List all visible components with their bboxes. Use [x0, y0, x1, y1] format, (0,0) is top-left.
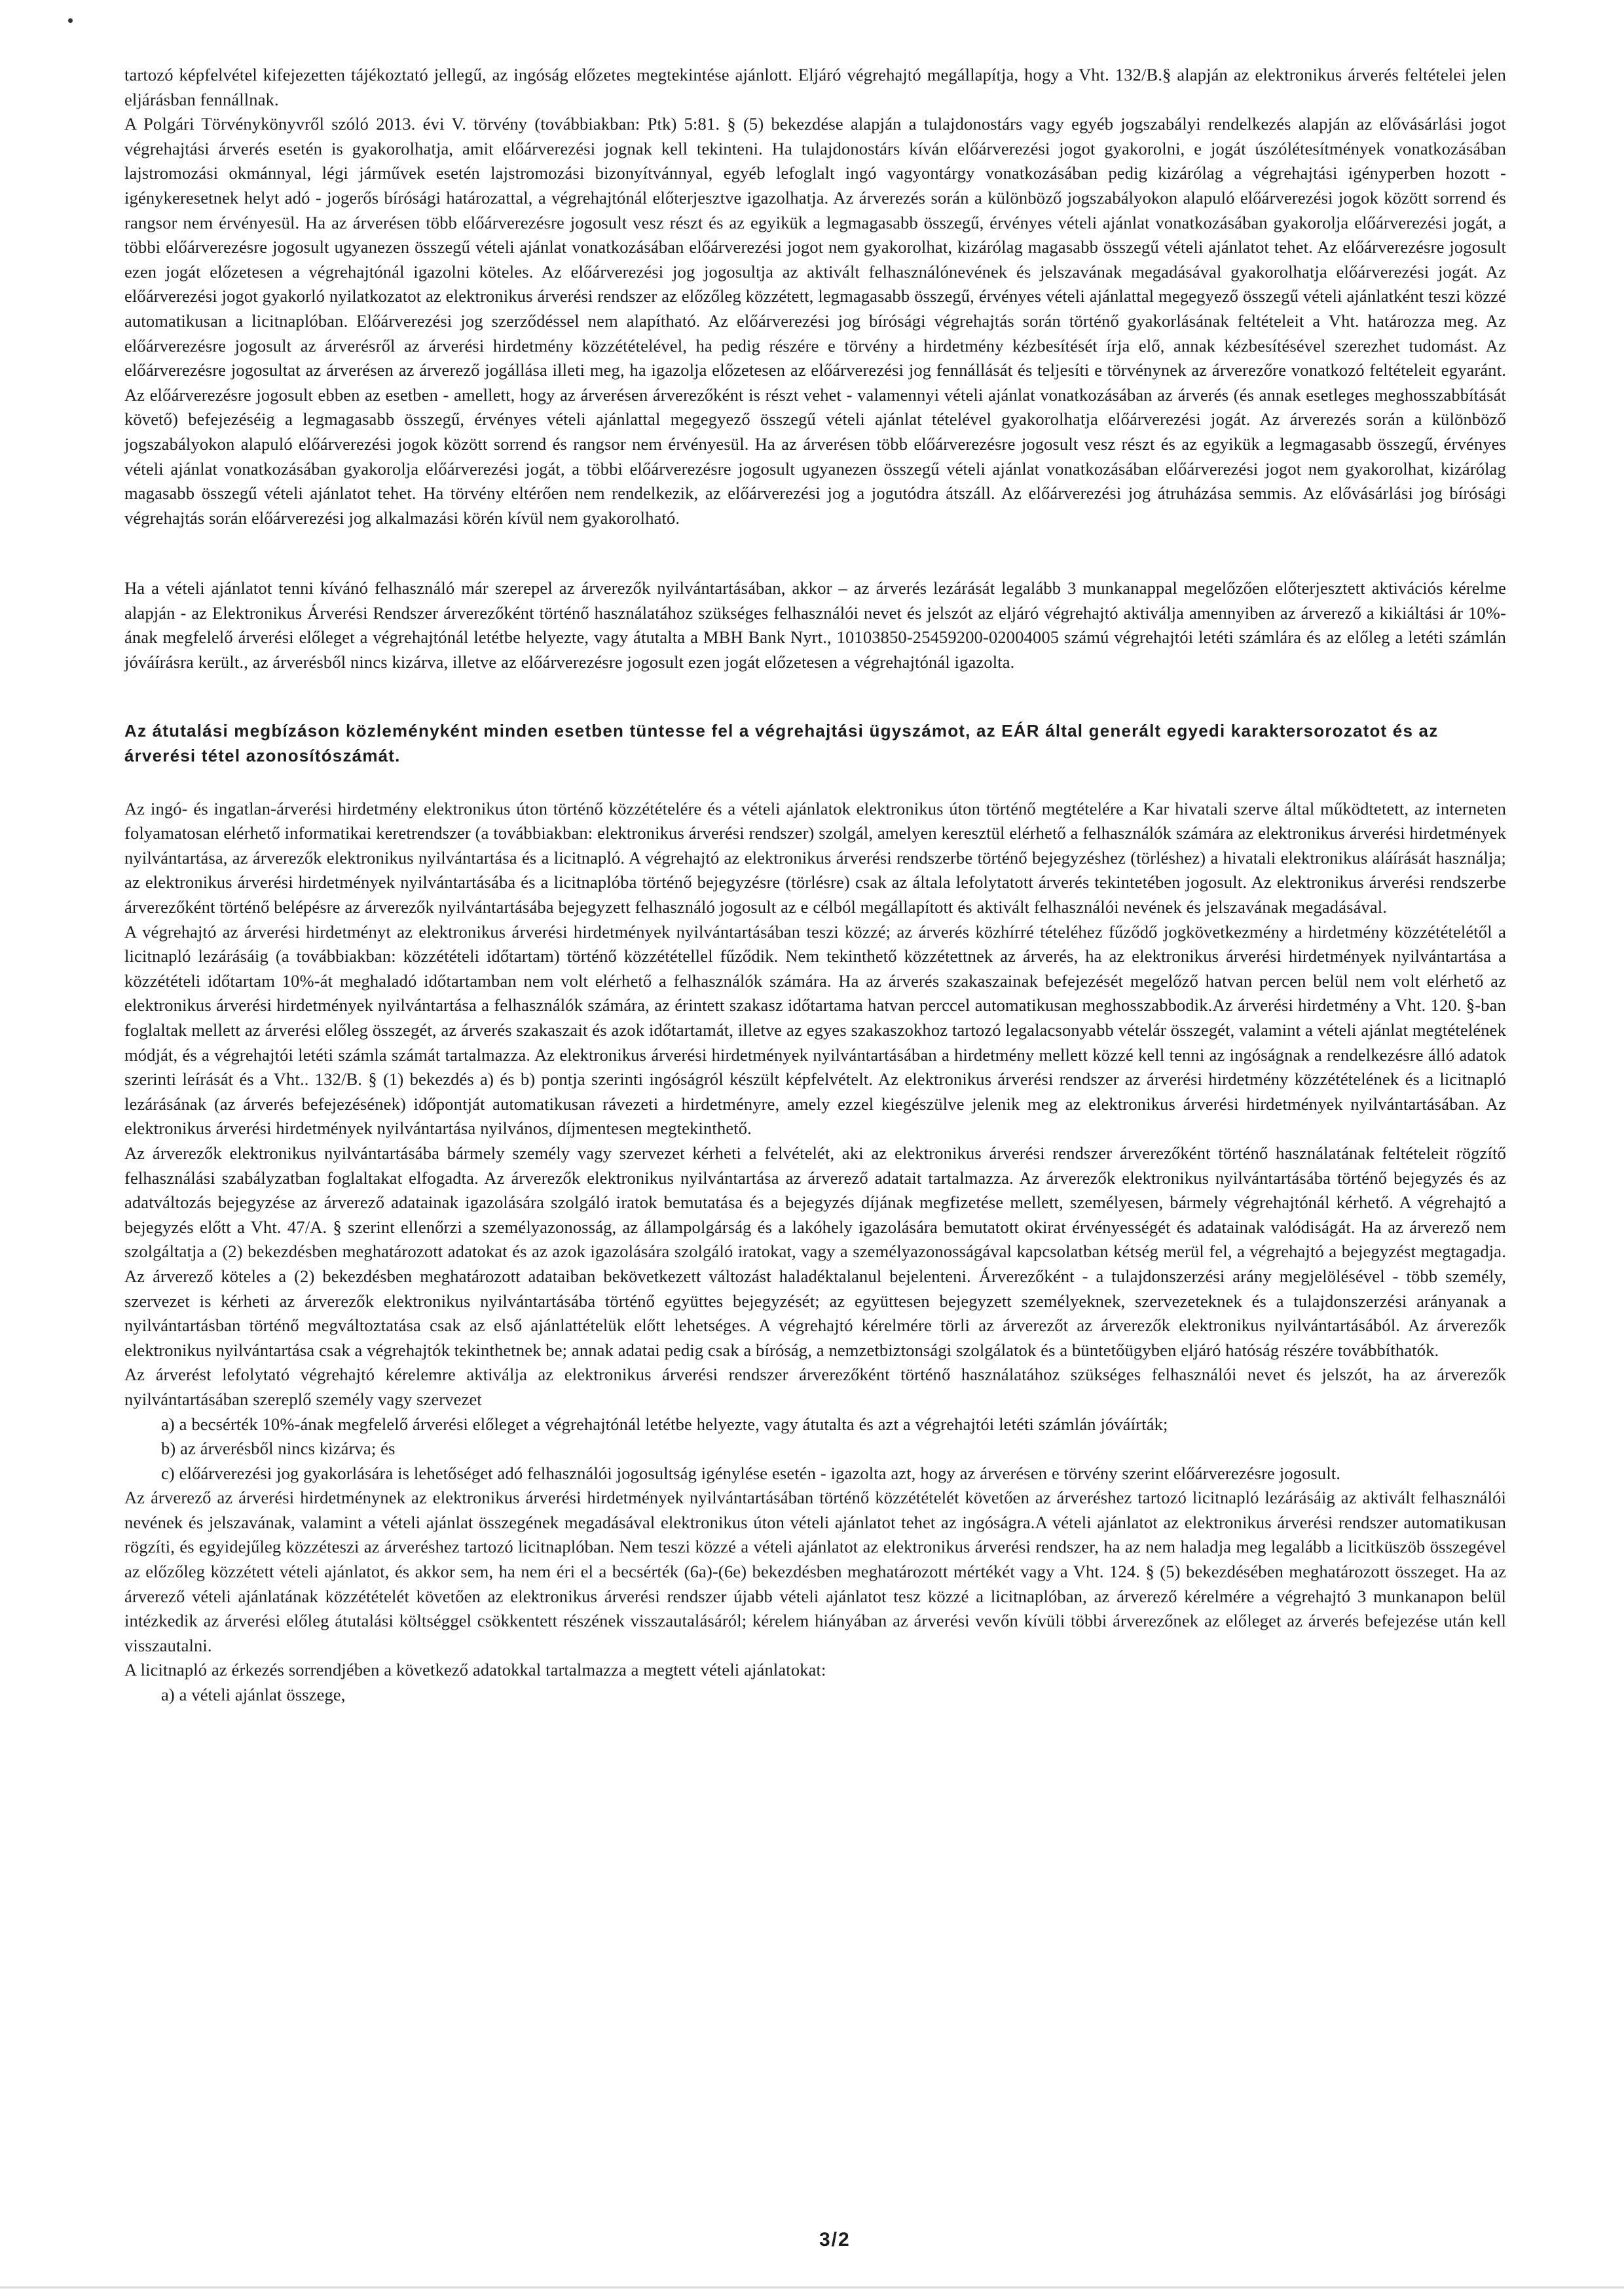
ptk-paragraph: A Polgári Törvénykönyvről szóló 2013. évi V. törvény (továbbiakban: Ptk) 5:81. § (5) bekezdése alapján a tulajdonostárs vagy egyéb jogszabályi rendelkezés alapján az elővásárlási jogot végrehajtási árverés esetén is gyakorolhatja, amit előárverezési jognak kell tekinteni. Ha tulajdonostárs kíván előárverezési jogot gyakorolni, e jogát úszólétesítmények vonatkozásában lajstromozási okmánnyal, légi járművek esetén lajstromozási bizonyítvánnyal, egyéb lefoglalt ingó vagyontárgy vonatkozásában pedig kizárólag a végrehajtási igényperben hozott - igénykeresetnek helyt adó - jogerős bírósági határozattal, a végrehajtónál előterjesztve igazolhatja. Az árverezés során a különböző jogszabályokon alapuló előárverezési jogok között sorrend és rangsor nem érvényesül. Ha az árverésen több előárverezésre jogosult vesz részt és az egyikük a legmagasabb összegű, érvényes vételi ajánlat vonatkozásában gyakorolja előárverezési jogát, a többi előárverezésre jogosult ugyanezen összegű vételi ajánlat vonatkozásában előárverezési jogot nem gyakorolhat, kizárólag magasabb összegű vételi ajánlatot tehet. Az előárverezésre jogosult ezen jogát előzetesen a végrehajtónál igazolni köteles. Az előárverezési jog jogosultja az aktivált felhasználónevének és jelszavának megadásával gyakorolhatja előárverezési jogát. Az előárverezési jogot gyakorló nyilatkozatot az elektronikus árverési rendszer az előzőleg közzétett, legmagasabb összegű, érvényes vételi ajánlattal megegyező összegű vételi ajánlatként teszi közzé automatikusan a licitnaplóban. Előárverezési jog szerződéssel nem alapítható. Az előárverezési jog bírósági végrehajtás során történő gyakorlásának feltételeit a Vht. határozza meg. Az előárverezésre jogosult az árverésről az árverési hirdetmény közzétételével, ha pedig részére e törvény a hirdetmény kézbesítését írja elő, annak kézbesítésével szerezhet tudomást. Az előárverezésre jogosultat az árverésen az árverező jogállása illeti meg, ha igazolja előzetesen az előárverezési jog fennállását és teljesíti e törvénynek az árverezőre vonatkozó feltételeit egyaránt. Az előárverezésre jogosult ebben az esetben - amellett, hogy az árverésen árverezőként is részt vehet - valamennyi vételi ajánlat vonatkozásában az árverés (és annak esetleges meghosszabbítását követő) befejezéséig a legmagasabb összegű, érvényes vételi ajánlattal megegyező összegű vételi ajánlat tételével gyakorolhatja előárverezési jogát. Az árverezés során a különböző jogszabályokon alapuló előárverezési jogok között sorrend és rangsor nem érvényesül. Ha az árverésen több előárverezésre jogosult vesz részt és az egyikük a legmagasabb összegű, érvényes vételi ajánlat vonatkozásában gyakorolja előárverezési jogát, a többi előárverezésre jogosult ugyanezen összegű vételi ajánlat vonatkozásában előárverezési jogot nem gyakorolhat, kizárólag magasabb összegű vételi ajánlatot tehet. Ha törvény eltérően nem rendelkezik, az előárverezési jog a jogutódra átszáll. Az előárverezési jog átruházása semmis. Az elővásárlási jog bírósági végrehajtás során előárverezési jog alkalmazási körén kívül nem gyakorolható.: [124, 114, 1506, 528]
licit-log-paragraph: A licitnapló az érkezés sorrendjében a következő adatokkal tartalmazza a megtett vételi ajánlatokat:: [124, 1660, 826, 1680]
system-paragraph: Az ingó- és ingatlan-árverési hirdetmény elektronikus úton történő közzétételére és a vételi ajánlatok elektronikus úton történő megtételére a Kar hivatali szerve által működtetett, az interneten folyamatosan elérhető informatikai keretrendszer (a továbbiakban: elektronikus árverési rendszer) szolgál, amelyen keresztül elérhető a felhasználók számára az elektronikus árverési hirdetmények nyilvántartása, az árverezők elektronikus nyilvántartása és a licitnapló. A végrehajtó az elektronikus árverési rendszerbe történő bejegyzéshez (törléshez) a hivatali elektronikus aláírását használja; az elektronikus árverési hirdetmények nyilvántartásába és a licitnaplóba történő bejegyzésre (törlésre) csak az általa lefolytatott árverés tekintetében jogosult. Az elektronikus árverési rendszerbe árverezőként történő belépésre az árverezők nyilvántartásába bejegyzett felhasználó jogosult az e célból megállapított és aktivált felhasználói nevének és jelszavának megadásával.: [124, 798, 1506, 917]
scan-speck: [68, 18, 73, 23]
transfer-notice: Az átutalási megbízáson közleményként minden esetben tüntesse fel a végrehajtási ügyszámot, az EÁR által generált egyedi karaktersorozatot és az árverési tétel azonosítószámát.: [124, 720, 1439, 765]
bidding-paragraph: Az árverező az árverési hirdetménynek az elektronikus árverési hirdetmények nyilvántartásában történő közzétételét követően az árveréshez tartozó licitnapló lezárásáig az aktivált felhasználói nevének és jelszavának, valamint a vételi ajánlat összegének megadásával elektronikus úton vételi ajánlatot tehet az ingóságra.A vételi ajánlatot az elektronikus árverési rendszer automatikusan rögzíti, és egyidejűleg közzéteszi az árveréshez tartozó licitnaplóban. Nem teszi közzé a vételi ajánlatot az elektronikus árverési rendszer, ha az nem haladja meg legalább a licitküszöb összegével az előzőleg közzétett vételi ajánlatot, és akkor sem, ha nem éri el a becsérték (6a)-(6e) bekezdésben meghatározott mértékét vagy a Vht. 124. § (5) bekezdésében meghatározott összeget. Ha az árverező vételi ajánlatának közzétételét követően az elektronikus árverési rendszer újabb vételi ajánlatot tesz közzé a licitnaplóban, az árverező kérelmére a végrehajtó 3 munkanapon belül intézkedik az árverési előleg átutalási költséggel csökkentett részének visszautalásáról; kérelem hiányában az árverési vevőn kívüli többi árverezőnek az előleget az árverés befejezése után kell visszautalni.: [124, 1488, 1506, 1655]
scan-bottom-edge: [0, 2286, 1624, 2288]
announcement-paragraph: A végrehajtó az árverési hirdetményt az elektronikus árverési hirdetmények nyilvántartásában teszi közzé; az árverés közhírré tételéhez fűződő jogkövetkezmény a hirdetmény közzétételétől a licitnapló lezárásáig (a továbbiakban: közzétételi időtartam) történő közzététellel fűződik. Nem tekinthető közzétettnek az árverés, ha az elektronikus árverési hirdetmények nyilvántartása a közzétételi időtartam 10%-át meghaladó időtartamban nem volt elérhető a felhasználók számára. Ha az árverés szakaszainak befejezését megelőző hatvan percen belül nem volt elérhető az elektronikus árverési hirdetmények nyilvántartása a felhasználók számára, az érintett szakasz időtartama hatvan perccel automatikusan meghosszabbodik.Az árverési hirdetmény a Vht. 120. §-ban foglaltak mellett az árverési előleg összegét, az árverés szakaszait és azok időtartamát, illetve az egyes szakaszokhoz tartozó legalacsonyabb vételár összegét, valamint a vételi ajánlat megtételének módját, és a végrehajtói letéti számla számát tartalmazza. Az elektronikus árverési hirdetmények nyilvántartásában a hirdetmény mellett közzé kell tenni az ingóságnak a rendelkezésre álló adatok szerinti leírását és a Vht.. 132/B. § (1) bekezdés a) és b) pontja szerinti ingóságról készült képfelvételt. Az elektronikus árverési rendszer az árverési hirdetmény közzétételének és a licitnapló lezárásának (az árverés befejezésének) időpontját automatikusan rávezeti a hirdetményre, amely ezzel kiegészülve jelenik meg az elektronikus árverési hirdetmények nyilvántartásában. Az elektronikus árverési hirdetmények nyilvántartása nyilvános, díjmentesen megtekinthető.: [124, 921, 1506, 1139]
list-item-c: c) előárverezési jog gyakorlására is lehetőséget adó felhasználói jogosultság igénylése esetén - igazolta azt, hogy az árverésen e törvény szerint előárverezésre jogosult.: [161, 1463, 1341, 1483]
last-row: [124, 1683, 1506, 1709]
list-item-b: b) az árverésből nincs kizárva; és: [161, 1439, 396, 1459]
intro-paragraph: tartozó képfelvétel kifejezetten tájékoztató jellegű, az ingóság előzetes megtekintése ajánlott. Eljáró végrehajtó megállapítja, hogy a Vht. 132/B.§ alapján az elektronikus árverés feltételei jelen eljárásban fennállnak.: [124, 65, 1506, 109]
registry-paragraph: Az árverezők elektronikus nyilvántartásába bármely személy vagy szervezet kérheti a felvételét, aki az elektronikus árverési rendszer árverezőként történő használatának feltételeit rögzítő felhasználási szabályzatban foglaltakat elfogadta. Az árverezők elektronikus nyilvántartása az árverező adatait tartalmazza. Az árverezők elektronikus nyilvántartásába történő bejegyzés és az adatváltozás bejegyzése az árverező adatainak igazolására szolgáló iratok bemutatása és a bejegyzés díjának megfizetése mellett, személyesen, bármely végrehajtónál kérhető. A végrehajtó a bejegyzés előtt a Vht. 47/A. § szerint ellenőrzi a személyazonosság, az állampolgárság és a lakóhely igazolására bemutatott okirat érvényességét és adatainak valódiságát. Ha az árverező nem szolgáltatja a (2) bekezdésben meghatározott adatokat és az azok igazolására szolgáló iratokat, vagy a személyazonosságával kapcsolatban kétség merül fel, a végrehajtó a bejegyzést megtagadja. Az árverező köteles a (2) bekezdésben meghatározott adataiban bekövetkezett változást haladéktalanul bejelenteni. Árverezőként - a tulajdonszerzési arány megjelölésével - több személy, szervezet is kérheti az árverezők elektronikus nyilvántartásába történő együttes bejegyzését; az együttesen bejegyzett személyeknek, szervezeteknek és a tulajdonszerzési arányanak a nyilvántartásban történő megváltoztatása csak az első ajánlattételük előtt lehetséges. A végrehajtó kérelmére törli az árverezőt az árverezők elektronikus nyilvántartásából. Az árverezők elektronikus nyilvántartása csak a végrehajtók tekinthetnek be; annak adatai pedig csak a bíróság, a nemzetbiztonsági szolgálatok és a büntetőügyben eljáró hatóság részére továbbíthatók.: [124, 1143, 1506, 1360]
document-body: [124, 63, 1506, 1709]
page-number: 3/2: [819, 2229, 851, 2250]
list-item-a: a) a becsérték 10%-ának megfelelő árverési előleget a végrehajtónál letétbe helyezte, vagy átutalta és azt a végrehajtói letéti számlán jóváírták;: [161, 1414, 1168, 1434]
list-item-last: a) a vételi ajánlat összege,: [161, 1685, 346, 1705]
activation-paragraph: Ha a vételi ajánlatot tenni kívánó felhasználó már szerepel az árverezők nyilvántartásában, akkor – az árverés lezárását legalább 3 munkanappal megelőzően előterjesztett aktivációs kérelme alapján - az Elektronikus Árverési Rendszer árverezőként történő használatához szükséges felhasználói nevet és jelszót az eljáró végrehajtó aktiválja amennyiben az árverező a kikiáltási ár 10%-ának megfelelő árverési előleget a végrehajtónál letétbe helyezte, vagy átutalta a MBH Bank Nyrt., 10103850-25459200-02004005 számú végrehajtói letéti számlára és az előleg a letéti számlán jóváírásra került., az árverésből nincs kizárva, illetve az előárverezésre jogosult ezen jogát előzetesen a végrehajtónál igazolta.: [124, 578, 1506, 672]
activation-conditions-paragraph: Az árverést lefolytató végrehajtó kérelemre aktiválja az elektronikus árverési rendszer árverezőként történő használatához szükséges felhasználói nevet és jelszót, ha az árverezők nyilvántartásában szereplő személy vagy szervezet: [124, 1365, 1506, 1409]
